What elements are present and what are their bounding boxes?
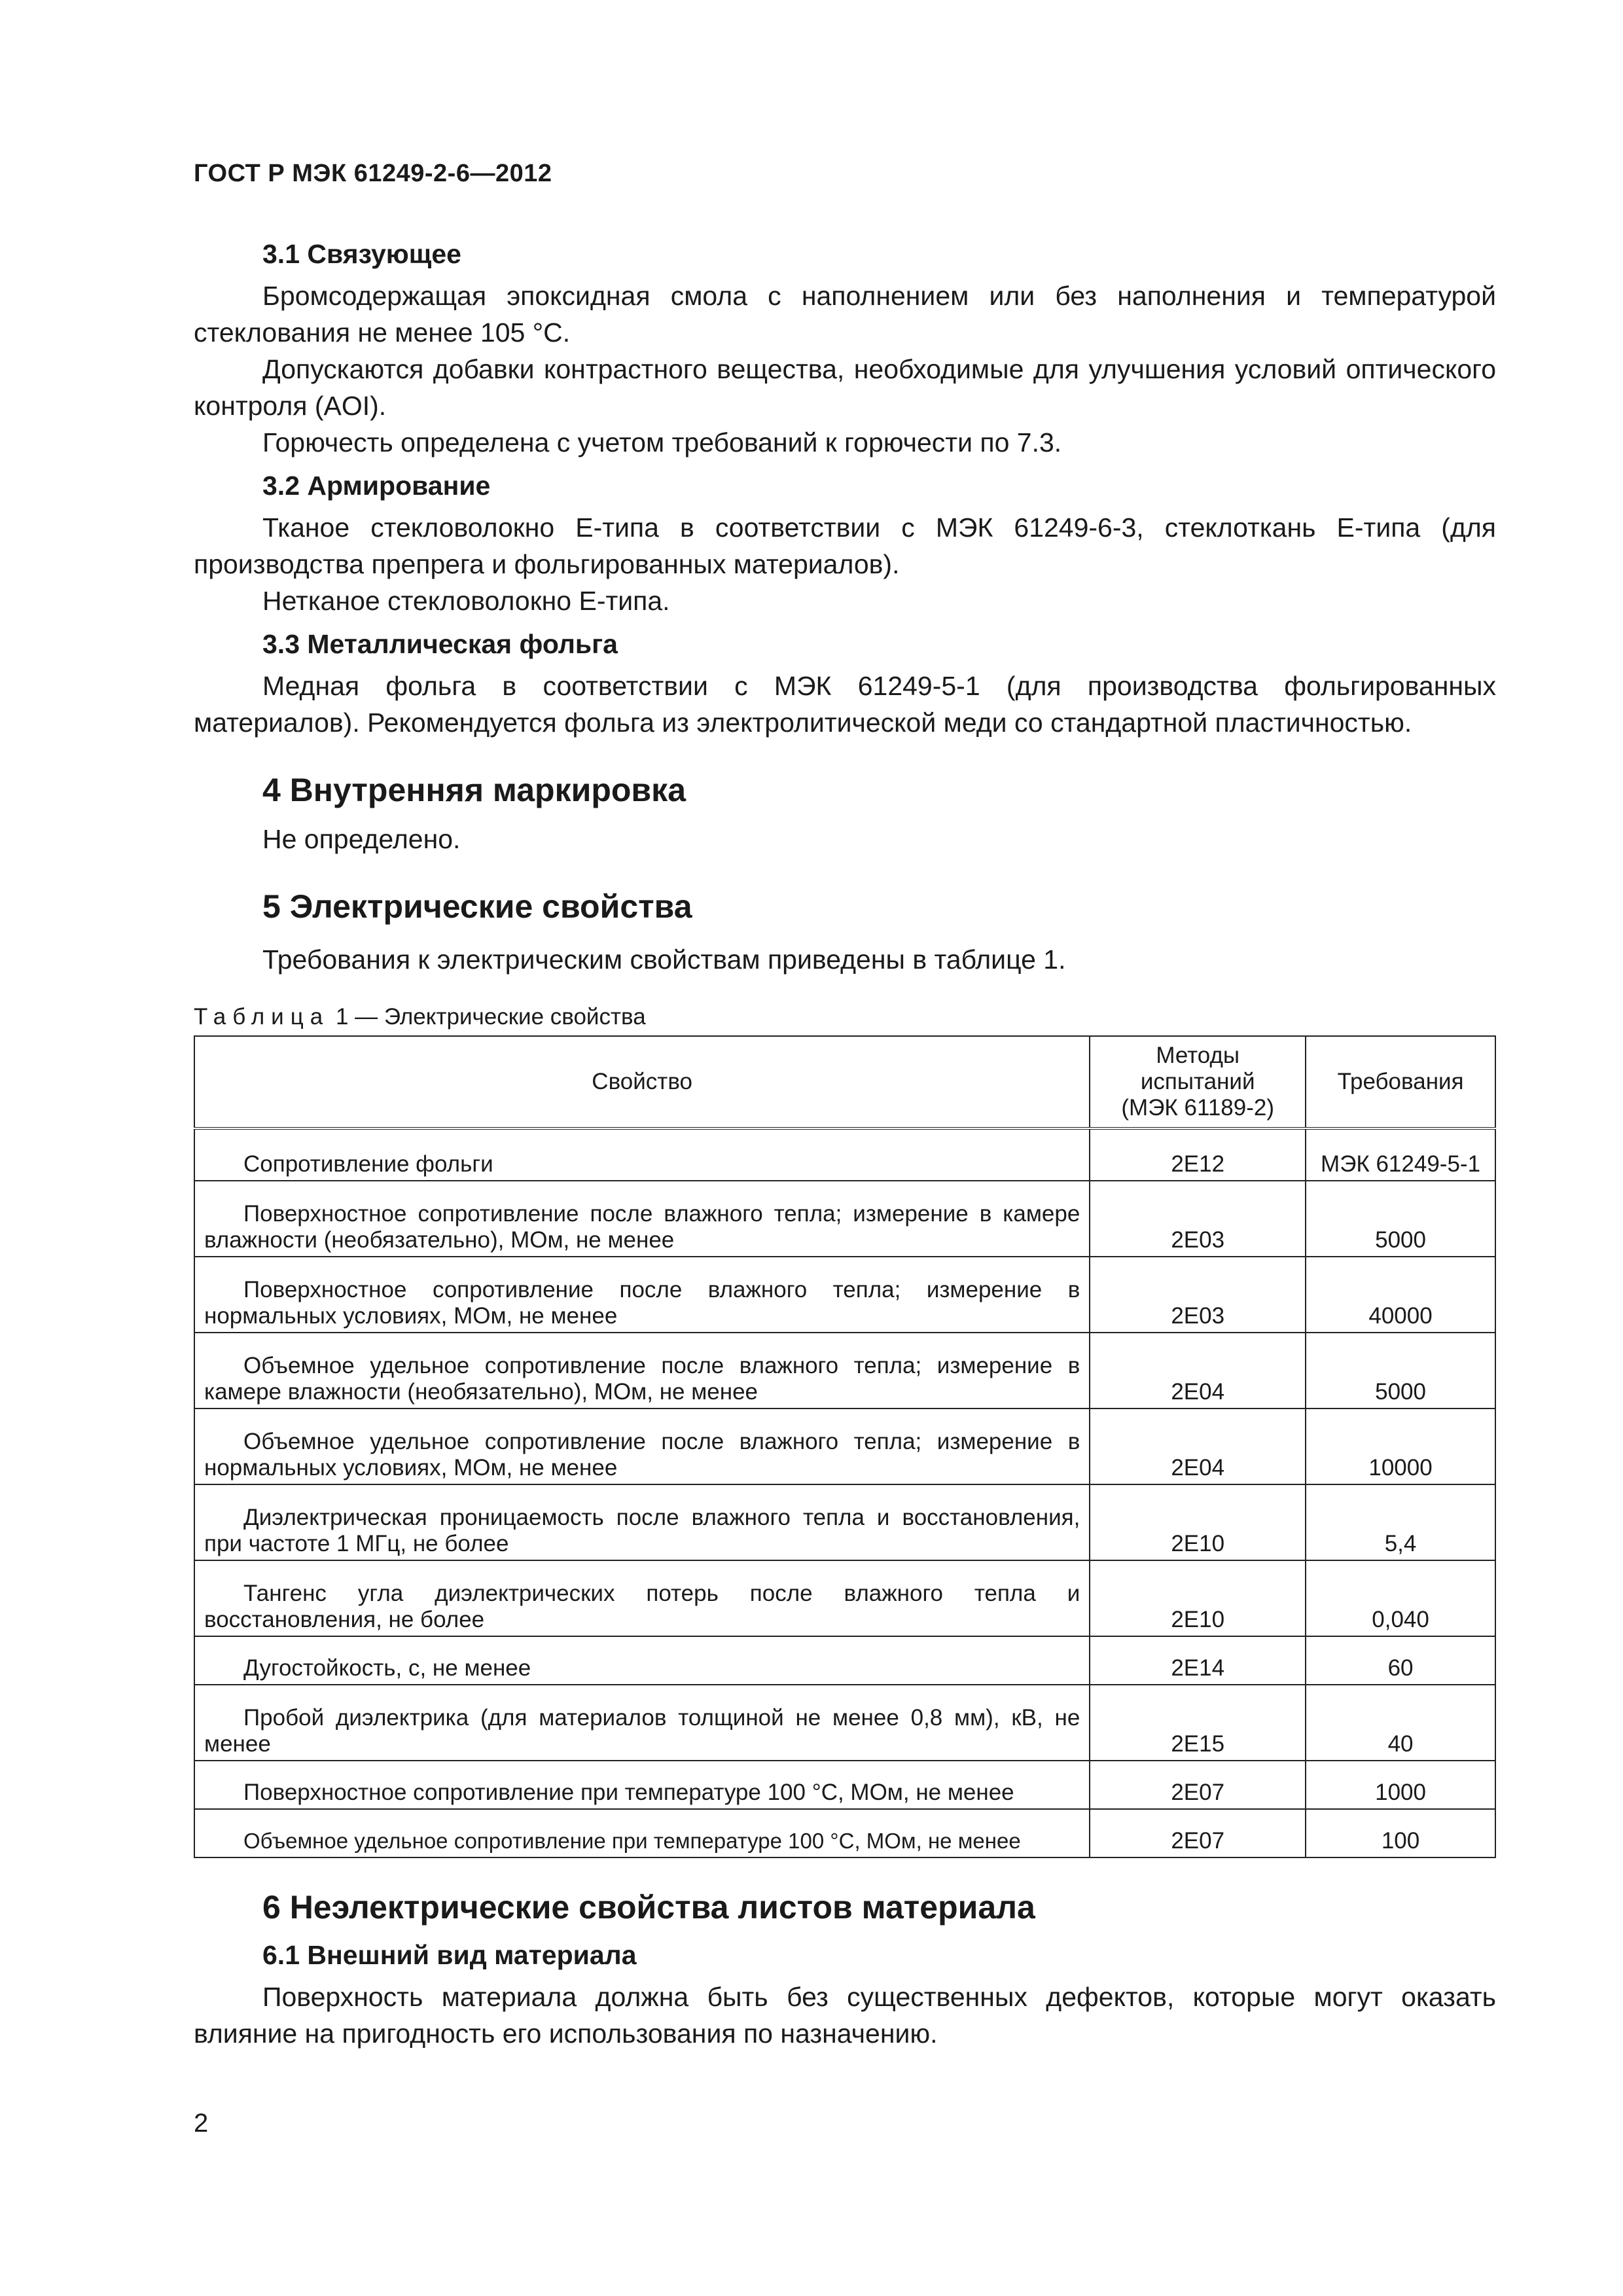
paragraph: Тканое стекловолокно Е-типа в соответствии с МЭК 61249-6-3, стеклоткань Е-типа (для производства препрега и фольгированных материалов). xyxy=(194,512,1496,579)
table-row xyxy=(194,1181,1495,1257)
cell-method: 2E04 xyxy=(1090,1408,1306,1484)
cell-property: Поверхностное сопротивление при температуре 100 °С, МОм, не менее xyxy=(194,1761,1090,1809)
cell-property: Объемное удельное сопротивление при температуре 100 °С, МОм, не менее xyxy=(194,1809,1090,1857)
section-6-1-heading: 6.1 Внешний вид материала xyxy=(262,1940,637,1970)
cell-property: Поверхностное сопротивление после влажного тепла; измерение в нормальных условиях, МОм, не менее xyxy=(194,1257,1090,1333)
cell-method: 2E10 xyxy=(1090,1560,1306,1636)
paragraph: Нетканое стекловолокно Е-типа. xyxy=(262,586,670,616)
table-caption-text: 1 — Электрические свойства xyxy=(335,1004,646,1030)
table-row xyxy=(194,1257,1495,1333)
section-3-3-heading: 3.3 Металлическая фольга xyxy=(262,629,618,659)
table-row xyxy=(194,1560,1495,1636)
table-row xyxy=(194,1685,1495,1761)
section-3-1-heading: 3.1 Связующее xyxy=(262,239,461,269)
column-header-requirements: Требования xyxy=(1306,1036,1495,1128)
cell-method: 2E03 xyxy=(1090,1257,1306,1333)
cell-requirement: 40000 xyxy=(1306,1257,1495,1333)
paragraph: Допускаются добавки контрастного вещества, необходимые для улучшения условий оптического контроля (AOI). xyxy=(194,354,1496,421)
column-header-method-line1: Методы испытаний xyxy=(1140,1043,1255,1094)
column-header-property: Свойство xyxy=(194,1036,1090,1128)
section-6-heading: 6 Неэлектрические свойства листов материала xyxy=(262,1889,1035,1926)
cell-requirement: 5,4 xyxy=(1306,1484,1495,1560)
page-number: 2 xyxy=(194,2109,209,2138)
cell-method: 2E07 xyxy=(1090,1809,1306,1857)
cell-property: Объемное удельное сопротивление после влажного тепла; измерение в камере влажности (необязательно), МОм, не менее xyxy=(194,1333,1090,1408)
cell-method: 2E12 xyxy=(1090,1128,1306,1181)
cell-requirement: МЭК 61249-5-1 xyxy=(1306,1128,1495,1181)
cell-method: 2E04 xyxy=(1090,1333,1306,1408)
cell-property: Поверхностное сопротивление после влажного тепла; измерение в камере влажности (необязательно), МОм, не менее xyxy=(194,1181,1090,1257)
table-row xyxy=(194,1761,1495,1809)
cell-requirement: 10000 xyxy=(1306,1408,1495,1484)
cell-method: 2E07 xyxy=(1090,1761,1306,1809)
column-header-method-line2: (МЭК 61189-2) xyxy=(1121,1095,1274,1121)
paragraph: Бромсодержащая эпоксидная смола с наполнением или без наполнения и температурой стеклования не менее 105 °С. xyxy=(194,281,1496,348)
cell-method: 2E10 xyxy=(1090,1484,1306,1560)
paragraph: Поверхность материала должна быть без существенных дефектов, которые могут оказать влияние на пригодность его использования по назначению. xyxy=(194,1982,1496,2049)
table-row xyxy=(194,1408,1495,1484)
cell-requirement: 5000 xyxy=(1306,1181,1495,1257)
paragraph: Требования к электрическим свойствам приведены в таблице 1. xyxy=(262,944,1066,975)
cell-requirement: 60 xyxy=(1306,1636,1495,1685)
cell-property: Пробой диэлектрика (для материалов толщиной не менее 0,8 мм), кВ, не менее xyxy=(194,1685,1090,1761)
paragraph: Горючесть определена с учетом требований к горючести по 7.3. xyxy=(262,427,1062,457)
table-row xyxy=(194,1484,1495,1560)
cell-requirement: 5000 xyxy=(1306,1333,1495,1408)
paragraph: Не определено. xyxy=(262,824,461,854)
section-5-heading: 5 Электрические свойства xyxy=(262,888,692,925)
page-content xyxy=(194,236,1496,2052)
cell-property: Диэлектрическая проницаемость после влажного тепла и восстановления, при частоте 1 МГц, не более xyxy=(194,1484,1090,1560)
cell-method: 2E03 xyxy=(1090,1181,1306,1257)
column-header-method xyxy=(1090,1036,1306,1128)
table-caption-word: Таблица xyxy=(194,1004,330,1030)
cell-property: Объемное удельное сопротивление после влажного тепла; измерение в нормальных условиях, МОм, не менее xyxy=(194,1408,1090,1484)
cell-requirement: 1000 xyxy=(1306,1761,1495,1809)
table-row xyxy=(194,1333,1495,1408)
cell-requirement: 40 xyxy=(1306,1685,1495,1761)
cell-property: Тангенс угла диэлектрических потерь после влажного тепла и восстановления, не более xyxy=(194,1560,1090,1636)
section-3-2-heading: 3.2 Армирование xyxy=(262,471,491,501)
paragraph: Медная фольга в соответствии с МЭК 61249-5-1 (для производства фольгированных материалов). Рекомендуется фольга из электролитической меди со стандартной пластичностью. xyxy=(194,671,1496,738)
cell-property: Дугостойкость, с, не менее xyxy=(194,1636,1090,1685)
cell-requirement: 100 xyxy=(1306,1809,1495,1857)
cell-property: Сопротивление фольги xyxy=(194,1128,1090,1181)
cell-method: 2E14 xyxy=(1090,1636,1306,1685)
cell-method: 2E15 xyxy=(1090,1685,1306,1761)
electrical-properties-table xyxy=(194,1035,1496,1858)
table-header-row xyxy=(194,1036,1495,1128)
cell-requirement: 0,040 xyxy=(1306,1560,1495,1636)
table-row xyxy=(194,1128,1495,1181)
table-caption xyxy=(194,1003,1496,1031)
table-row xyxy=(194,1809,1495,1857)
standard-header: ГОСТ Р МЭК 61249-2-6—2012 xyxy=(194,160,552,187)
table-row xyxy=(194,1636,1495,1685)
section-4-heading: 4 Внутренняя маркировка xyxy=(262,772,686,808)
